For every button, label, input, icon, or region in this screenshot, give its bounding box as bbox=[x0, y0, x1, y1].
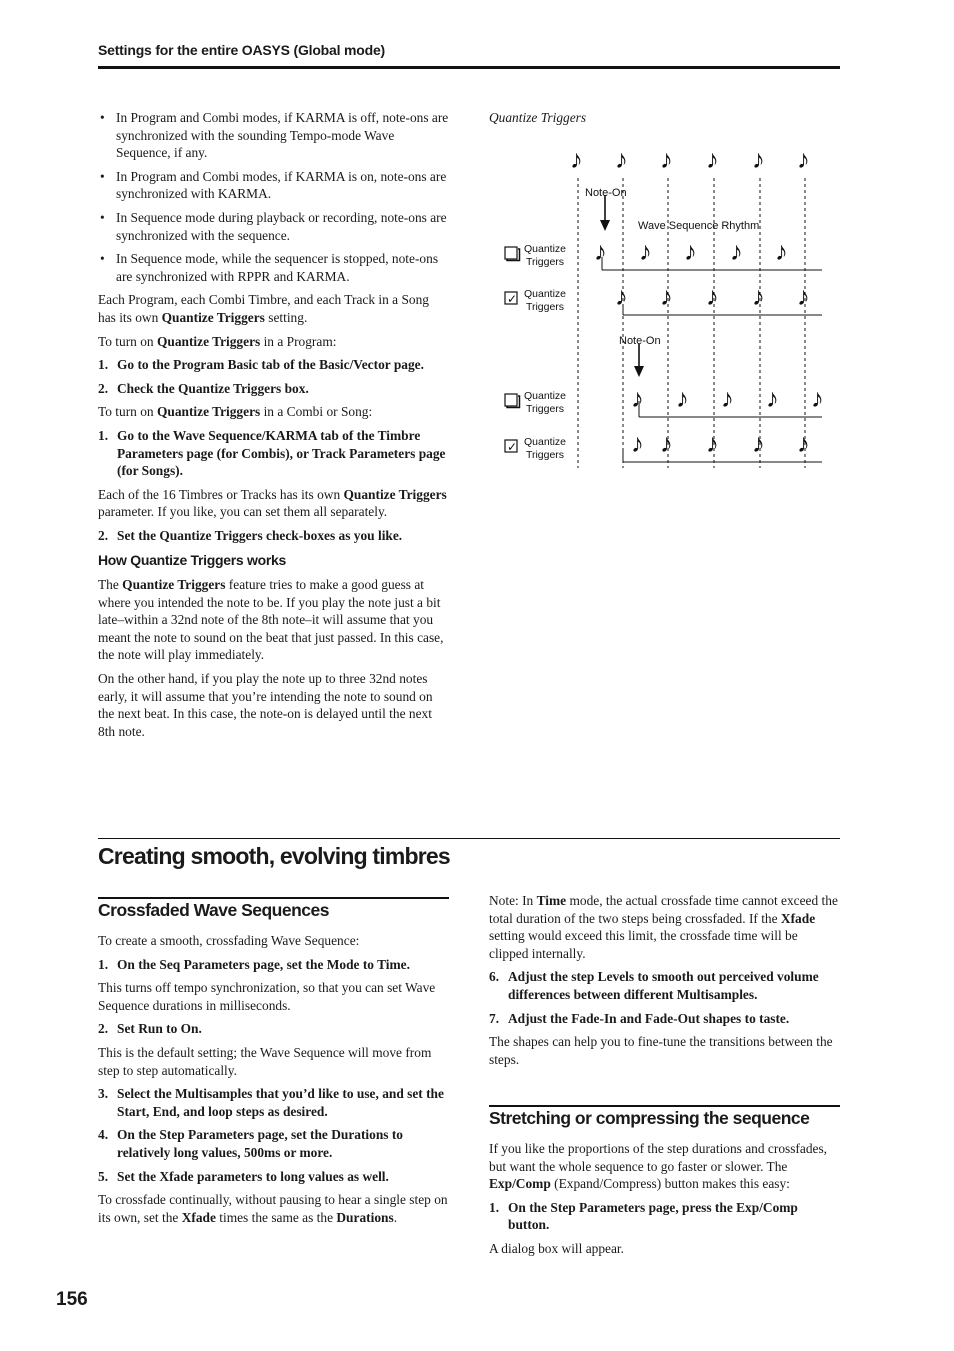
note-on-arrowhead-1 bbox=[600, 220, 610, 231]
paragraph: This is the default setting; the Wave Sequence will move from step to step automatically. bbox=[98, 1044, 432, 1078]
eighth-note-icon: ♪ bbox=[752, 281, 765, 311]
note-on-label: Note-On bbox=[585, 187, 627, 199]
eighth-note-icon: ♪ bbox=[594, 236, 607, 266]
right-column-stretch bbox=[489, 1140, 840, 1264]
paragraph: Note: In Time mode, the actual crossfade time cannot exceed the total duration of the two steps being crossfaded. If the Xfade setting would exceed this limit, the crossfade time will be clipped internally. bbox=[489, 893, 838, 961]
eighth-note-icon: ♪ bbox=[706, 428, 719, 458]
step-item: 3. Select the Multisamples that you’d like to use, and set the Start, End, and loop steps as desired. bbox=[98, 1086, 444, 1119]
unchecked-checkbox-icon bbox=[505, 247, 517, 259]
quantize-triggers-label: Quantize bbox=[523, 288, 567, 300]
eighth-note-icon: ♪ bbox=[766, 383, 779, 413]
step-item: 7. Adjust the Fade-In and Fade-Out shapes to taste. bbox=[489, 1010, 790, 1026]
list-item: • In Sequence mode during playback or recording, note-ons are synchronized with the sequence. bbox=[98, 209, 450, 244]
step-item: 1. On the Step Parameters page, press the Exp/Comp button. bbox=[489, 1199, 798, 1233]
quantize-triggers-diagram bbox=[495, 138, 835, 473]
stretch-title: Stretching or compressing the sequence bbox=[489, 1108, 810, 1128]
eighth-note-icon: ♪ bbox=[660, 428, 673, 458]
paragraph: This turns off tempo synchronization, so that you can set Wave Sequence durations in milliseconds. bbox=[98, 980, 436, 1013]
paragraph: To create a smooth, crossfading Wave Sequence: bbox=[98, 933, 360, 948]
note-on-label: Note-On bbox=[619, 335, 661, 347]
quantize-triggers-label: Quantize bbox=[523, 390, 567, 402]
right-column-bottom bbox=[489, 892, 840, 1074]
left-column-bottom bbox=[98, 932, 450, 1232]
quantize-triggers-label: Triggers bbox=[525, 449, 565, 461]
header-rule bbox=[98, 66, 840, 69]
figure-caption: Quantize Triggers bbox=[489, 110, 587, 125]
paragraph: To turn on Quantize Triggers in a Program: bbox=[98, 333, 337, 349]
paragraph: Each Program, each Combi Timbre, and each Track in a Song has its own Quantize Triggers setting. bbox=[98, 292, 429, 325]
eighth-note-icon: ♪ bbox=[706, 281, 719, 311]
quantize-triggers-label: Quantize bbox=[523, 436, 567, 448]
eighth-note-icon: ♪ bbox=[811, 383, 824, 413]
eighth-note-icon: ♪ bbox=[615, 144, 628, 174]
list-item: • In Sequence mode, while the sequencer is stopped, note-ons are synchronized with RPPR and KARMA. bbox=[98, 250, 450, 285]
paragraph: The Quantize Triggers feature tries to make a good guess at where you intended the note to be. If you play the note just a bit late–within a 32nd note of the 8th note–it will assume that you meant the note to sound on the beat that just passed. In this case, the note will play immediately. bbox=[98, 577, 444, 663]
paragraph: A dialog box will appear. bbox=[489, 1240, 624, 1256]
step-item: 1. Go to the Program Basic tab of the Basic/Vector page. bbox=[98, 357, 424, 373]
eighth-note-icon: ♪ bbox=[752, 428, 765, 458]
quantize-triggers-label: Triggers bbox=[525, 403, 565, 415]
subheading: How Quantize Triggers works bbox=[98, 552, 286, 569]
paragraph: The shapes can help you to fine-tune the transitions between the steps. bbox=[489, 1034, 833, 1067]
eighth-note-icon: ♪ bbox=[797, 144, 810, 174]
eighth-note-icon: ♪ bbox=[631, 383, 644, 413]
eighth-note-icon: ♪ bbox=[730, 236, 743, 266]
step-item: 2. Set Run to On. bbox=[98, 1021, 202, 1037]
eighth-note-icon: ♪ bbox=[615, 281, 628, 311]
step-item: 1. Go to the Wave Sequence/KARMA tab of the Timbre Parameters page (for Combis), or Track Parameters page (for Songs). bbox=[98, 427, 446, 479]
list-item: • In Program and Combi modes, if KARMA is off, note-ons are synchronized with the sounding Tempo-mode Wave Sequence, if any. bbox=[98, 109, 450, 162]
note-on-arrowhead-2 bbox=[634, 366, 644, 377]
subsection-rule bbox=[98, 897, 449, 899]
eighth-note-icon: ♪ bbox=[676, 383, 689, 413]
eighth-note-icon: ♪ bbox=[752, 144, 765, 174]
eighth-note-icon: ♪ bbox=[570, 144, 583, 174]
left-column-top bbox=[98, 109, 450, 746]
eighth-note-icon: ♪ bbox=[775, 236, 788, 266]
page-number: 156 bbox=[56, 1289, 88, 1310]
quantize-triggers-label: Triggers bbox=[525, 301, 565, 313]
step-item: 2. Check the Quantize Triggers box. bbox=[98, 380, 309, 396]
eighth-note-icon: ♪ bbox=[684, 236, 697, 266]
list-item: • In Program and Combi modes, if KARMA is on, note-ons are synchronized with KARMA. bbox=[98, 168, 450, 203]
subsection-rule bbox=[489, 1105, 840, 1107]
running-header: Settings for the entire OASYS (Global mode) bbox=[98, 42, 385, 58]
checkmark-icon: ✓ bbox=[507, 440, 518, 454]
eighth-note-icon: ♪ bbox=[631, 428, 644, 458]
step-item: 1. On the Seq Parameters page, set the Mode to Time. bbox=[98, 956, 410, 972]
step-item: 4. On the Step Parameters page, set the Durations to relatively long values, 500ms or more. bbox=[98, 1127, 403, 1160]
step-item: 2. Set the Quantize Triggers check-boxes as you like. bbox=[98, 527, 403, 543]
unchecked-checkbox-icon bbox=[505, 394, 517, 406]
wave-sequence-rhythm-label: Wave Sequence Rhythm bbox=[638, 220, 760, 232]
step-item: 6. Adjust the step Levels to smooth out perceived volume differences between different Multisamples. bbox=[489, 969, 819, 1002]
paragraph: Each of the 16 Timbres or Tracks has its own Quantize Triggers parameter. If you like, you can set them all separately. bbox=[98, 486, 447, 520]
eighth-note-icon: ♪ bbox=[639, 236, 652, 266]
eighth-note-icon: ♪ bbox=[797, 428, 810, 458]
checkmark-icon: ✓ bbox=[507, 292, 518, 306]
sync-bullet-list bbox=[98, 109, 450, 285]
crossfaded-title: Crossfaded Wave Sequences bbox=[98, 900, 329, 920]
eighth-note-icon: ♪ bbox=[797, 281, 810, 311]
eighth-note-icon: ♪ bbox=[706, 144, 719, 174]
paragraph: If you like the proportions of the step durations and crossfades, but want the whole sequence to go faster or slower. The Exp/Comp (Expand/Compress) button makes this easy: bbox=[489, 1141, 828, 1192]
section-title: Creating smooth, evolving timbres bbox=[98, 843, 450, 869]
paragraph: To crossfade continually, without pausing to hear a single step on its own, set the Xfade times the same as the Durations. bbox=[98, 1192, 448, 1225]
paragraph: On the other hand, if you play the note up to three 32nd notes early, it will assume that you’re intending the note to sound on the next beat. In this case, the note-on is delayed until the next 8th note. bbox=[98, 671, 433, 739]
section-rule bbox=[98, 838, 840, 839]
eighth-note-icon: ♪ bbox=[721, 383, 734, 413]
quantize-triggers-label: Quantize bbox=[523, 243, 567, 255]
eighth-note-icon: ♪ bbox=[660, 144, 673, 174]
quantize-triggers-label: Triggers bbox=[525, 256, 565, 268]
paragraph: To turn on Quantize Triggers in a Combi or Song: bbox=[98, 404, 373, 420]
step-item: 5. Set the Xfade parameters to long values as well. bbox=[98, 1168, 389, 1184]
eighth-note-icon: ♪ bbox=[660, 281, 673, 311]
